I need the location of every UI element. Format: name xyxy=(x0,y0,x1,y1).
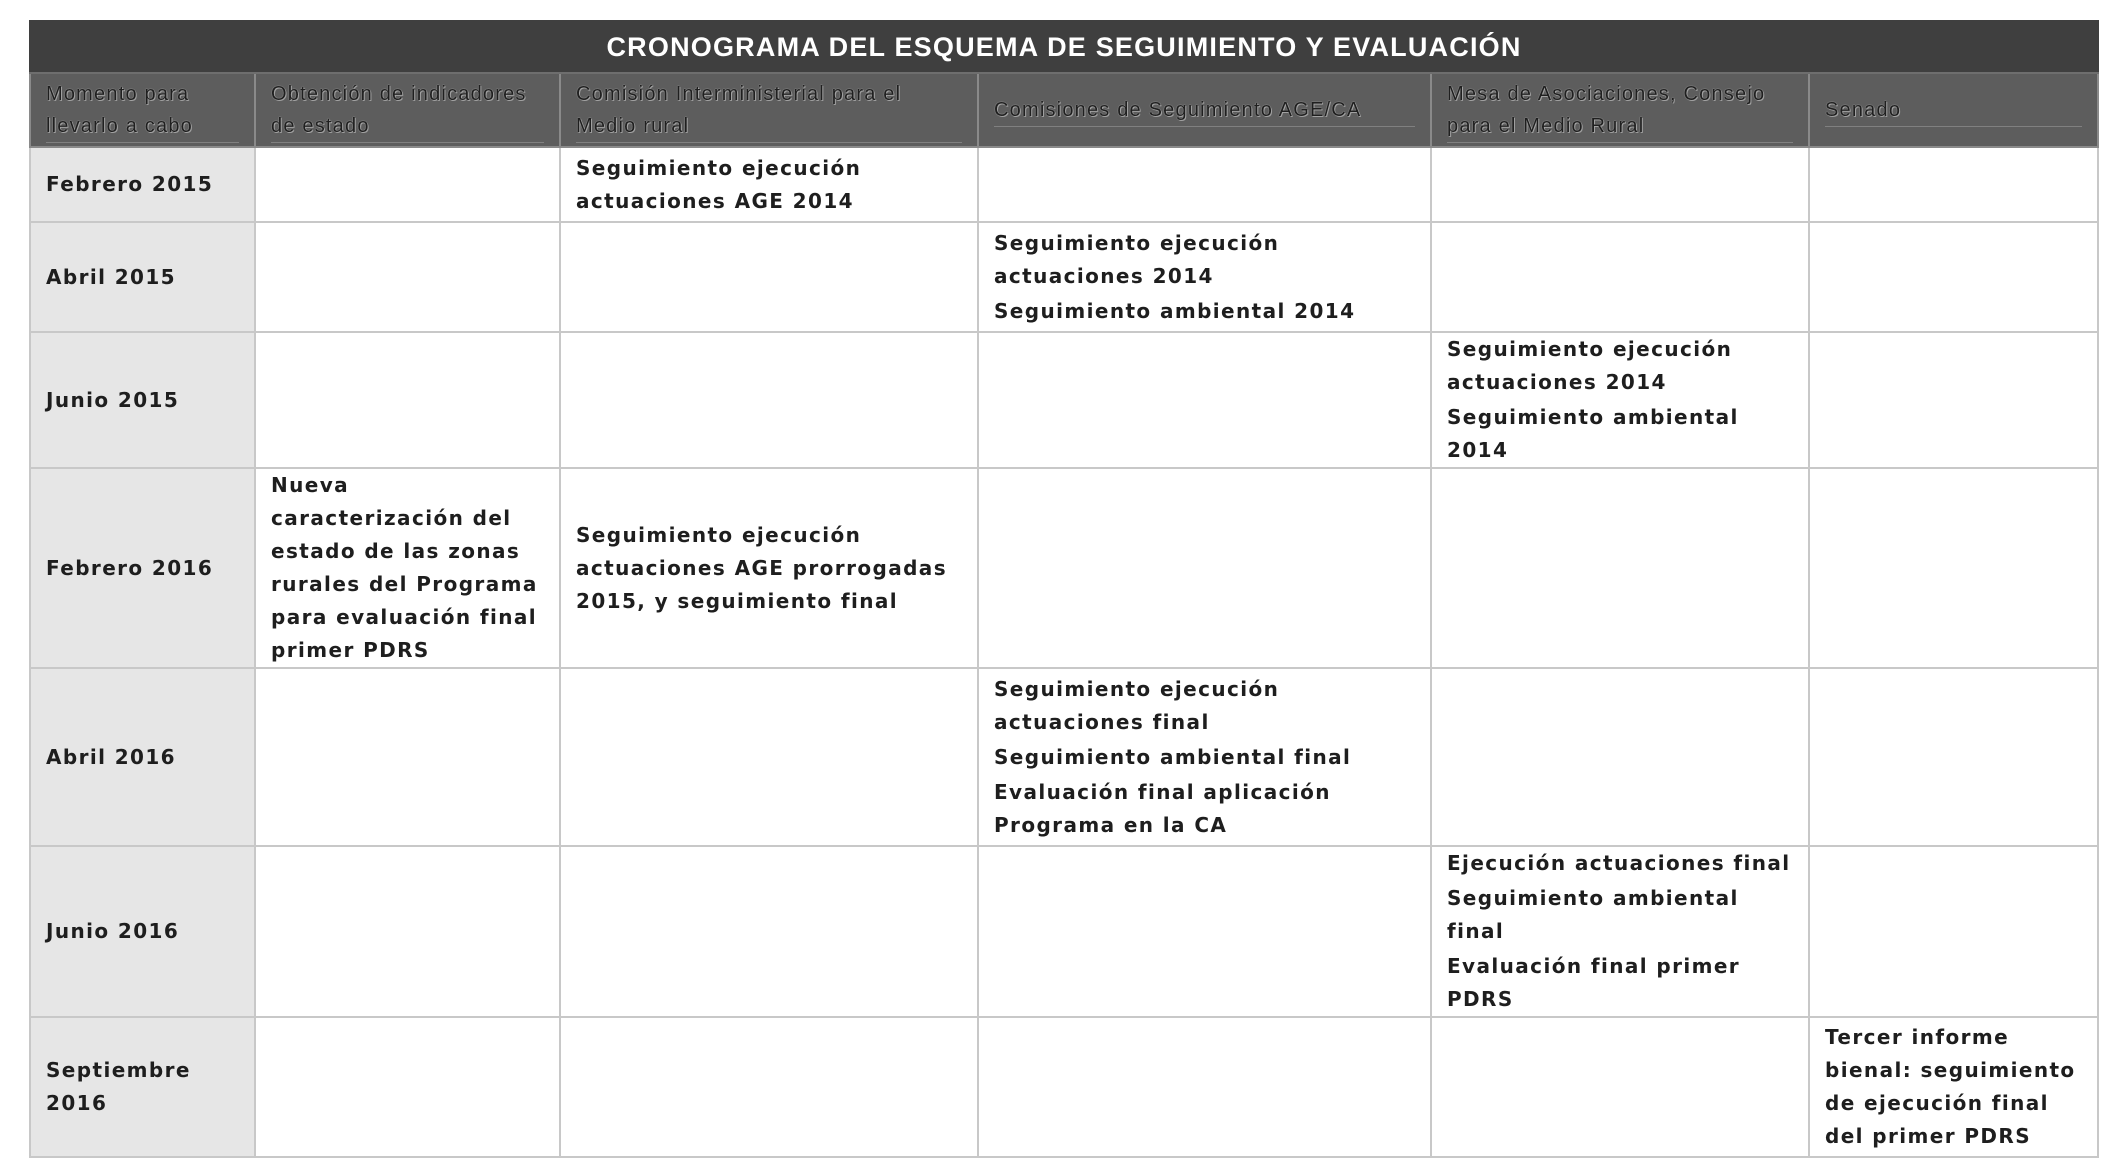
mesa-asociaciones-cell xyxy=(1431,846,1809,1017)
cell-text: Seguimiento ambiental final xyxy=(1447,886,1739,943)
column-header-momento xyxy=(30,73,255,147)
indicadores-cell xyxy=(255,1017,560,1157)
indicadores-cell xyxy=(255,668,560,846)
cell-text: Evaluación final aplicación Programa en la CA xyxy=(994,779,1331,837)
table-row xyxy=(30,846,2098,1017)
cell-text: Evaluación final primer PDRS xyxy=(1447,954,1741,1011)
comisiones-seguimiento-cell xyxy=(978,1017,1431,1157)
comisiones-seguimiento-cell xyxy=(978,468,1431,668)
comisiones-seguimiento-cell xyxy=(978,222,1431,332)
senado-cell xyxy=(1809,332,2098,468)
column-header-comisiones-seguimiento xyxy=(978,73,1431,147)
indicadores-cell xyxy=(255,332,560,468)
title-row xyxy=(30,21,2098,73)
cell-text: Seguimiento ejecución actuaciones final xyxy=(994,676,1280,734)
senado-cell xyxy=(1809,846,2098,1017)
date-cell: Febrero 2016 xyxy=(30,468,255,668)
table-row xyxy=(30,668,2098,846)
indicadores-cell xyxy=(255,846,560,1017)
comision-interministerial-cell xyxy=(560,147,978,222)
cell-text: Ejecución actuaciones final xyxy=(1447,851,1791,875)
header-row xyxy=(30,73,2098,147)
comision-interministerial-cell xyxy=(560,668,978,846)
cell-text: Seguimiento ambiental final xyxy=(994,744,1352,769)
mesa-asociaciones-cell xyxy=(1431,332,1809,468)
date-cell: Abril 2016 xyxy=(30,668,255,846)
date-cell: Septiembre 2016 xyxy=(30,1017,255,1157)
table-row xyxy=(30,468,2098,668)
date-cell: Febrero 2015 xyxy=(30,147,255,222)
comision-interministerial-cell xyxy=(560,1017,978,1157)
comision-interministerial-cell xyxy=(560,222,978,332)
schedule-table xyxy=(29,20,2099,1158)
column-header-comision-interministerial xyxy=(560,73,978,147)
cell-text: Tercer informe bienal: seguimiento de ejecución final del primer PDRS xyxy=(1825,1025,2076,1148)
mesa-asociaciones-cell xyxy=(1431,222,1809,332)
table-title: CRONOGRAMA DEL ESQUEMA DE SEGUIMIENTO Y EVALUACIÓN xyxy=(30,21,2098,73)
schedule-table-container xyxy=(29,20,2097,1158)
senado-cell xyxy=(1809,222,2098,332)
cell-text: Seguimiento ejecución actuaciones AGE 2014 xyxy=(576,155,862,213)
comisiones-seguimiento-cell xyxy=(978,332,1431,468)
cell-text: Seguimiento ambiental 2014 xyxy=(1447,405,1739,462)
date-cell: Junio 2016 xyxy=(30,846,255,1017)
mesa-asociaciones-cell xyxy=(1431,1017,1809,1157)
column-header-label: Comisión Interministerial para el Medio rural xyxy=(576,78,962,143)
table-row xyxy=(30,222,2098,332)
column-header-label: Momento para llevarlo a cabo xyxy=(46,78,239,143)
senado-cell xyxy=(1809,147,2098,222)
table-row xyxy=(30,147,2098,222)
comision-interministerial-cell xyxy=(560,846,978,1017)
cell-text: Nueva caracterización del estado de las zonas rurales del Programa para evaluación final primer PDRS xyxy=(271,473,538,662)
column-header-senado xyxy=(1809,73,2098,147)
mesa-asociaciones-cell xyxy=(1431,668,1809,846)
comisiones-seguimiento-cell xyxy=(978,846,1431,1017)
senado-cell xyxy=(1809,1017,2098,1157)
comision-interministerial-cell xyxy=(560,332,978,468)
table-row xyxy=(30,332,2098,468)
comisiones-seguimiento-cell xyxy=(978,147,1431,222)
comision-interministerial-cell xyxy=(560,468,978,668)
column-header-label: Comisiones de Seguimiento AGE/CA xyxy=(994,94,1415,127)
cell-text: Seguimiento ejecución actuaciones 2014 xyxy=(1447,337,1733,394)
date-cell: Junio 2015 xyxy=(30,332,255,468)
mesa-asociaciones-cell xyxy=(1431,468,1809,668)
table-row xyxy=(30,1017,2098,1157)
column-header-label: Obtención de indicadores de estado xyxy=(271,78,544,143)
mesa-asociaciones-cell xyxy=(1431,147,1809,222)
date-cell: Abril 2015 xyxy=(30,222,255,332)
cell-text: Seguimiento ejecución actuaciones 2014 xyxy=(994,230,1280,288)
column-header-indicadores xyxy=(255,73,560,147)
cell-text: Seguimiento ejecución actuaciones AGE prorrogadas 2015, y seguimiento final xyxy=(576,522,948,613)
indicadores-cell xyxy=(255,147,560,222)
cell-text: Seguimiento ambiental 2014 xyxy=(994,298,1356,323)
column-header-label: Mesa de Asociaciones, Consejo para el Medio Rural xyxy=(1447,78,1793,143)
senado-cell xyxy=(1809,668,2098,846)
column-header-label: Senado xyxy=(1825,94,2082,127)
indicadores-cell xyxy=(255,468,560,668)
column-header-mesa-asociaciones xyxy=(1431,73,1809,147)
senado-cell xyxy=(1809,468,2098,668)
comisiones-seguimiento-cell xyxy=(978,668,1431,846)
indicadores-cell xyxy=(255,222,560,332)
